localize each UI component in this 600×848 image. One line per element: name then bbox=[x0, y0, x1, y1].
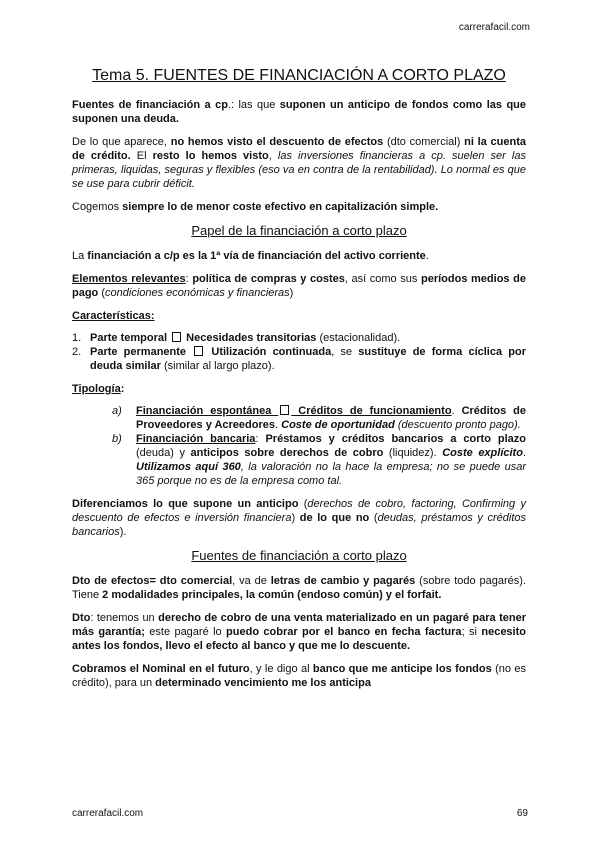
page-number: 69 bbox=[516, 808, 528, 819]
fuentes-paragraph-2: Dto: tenemos un derecho de cobro de una venta materializado en un pagaré para tener más garantía; este pagaré lo puedo cobrar por el banco en fecha factura; si necesito antes los fondos, llevo el efecto al banco y que me lo descuente. bbox=[72, 612, 527, 652]
fuentes-paragraph-1: Dto de efectos= dto comercial, va de letras de cambio y pagarés (sobre todo pagarés). Tiene 2 modalidades principales, la común (endoso común) y el forfait. bbox=[72, 575, 527, 601]
caracteristicas-list bbox=[72, 331, 526, 373]
intro-paragraph-3: Cogemos siempre lo de menor coste efectivo en capitalización simple. bbox=[72, 201, 439, 213]
caracteristicas-label: Características: bbox=[72, 310, 155, 322]
page-title: Tema 5. FUENTES DE FINANCIACIÓN A CORTO PLAZO bbox=[92, 67, 506, 84]
list-item: 2. Parte permanente Utilización continuada, se sustituye de forma cíclica por deuda similar (similar al largo plazo). bbox=[72, 346, 526, 372]
header-site: carrerafacil.com bbox=[458, 22, 530, 33]
papel-paragraph-1: La financiación a c/p es la 1ª vía de financiación del activo corriente. bbox=[72, 250, 429, 262]
intro-paragraph-2: De lo que aparece, no hemos visto el descuento de efectos (dto comercial) ni la cuenta de crédito. El resto lo hemos visto, las inversiones financieras a cp. suelen ser las primeras, liquidas, seguras y flexibles (eso va en contra de la rentabilidad). Lo normal es que se use para cubrir déficit. bbox=[72, 136, 526, 190]
section-heading-papel: Papel de la financiación a corto plazo bbox=[191, 223, 407, 238]
tipologia-label: Tipología: bbox=[72, 383, 125, 395]
checkbox-glyph-icon bbox=[172, 332, 181, 342]
list-item: a) Financiación espontánea Créditos de funcionamiento. Créditos de Proveedores y Acreedores. Coste de oportunidad (descuento pronto pago). bbox=[112, 405, 526, 431]
fuentes-paragraph-3: Cobramos el Nominal en el futuro, y le digo al banco que me anticipe los fondos (no es crédito), para un determinado vencimiento me los anticipa bbox=[72, 663, 526, 689]
page-body bbox=[72, 66, 526, 699]
list-item: b) Financiación bancaria: Préstamos y créditos bancarios a corto plazo (deuda) y anticipos sobre derechos de cobro (liquidez). Coste explícito. Utilizamos aquí 360, la valoración no la hace la empresa; no se puede usar 365 porque no es de la empresa como tal. bbox=[112, 433, 527, 487]
checkbox-glyph-icon bbox=[194, 346, 203, 356]
footer-site: carrerafacil.com bbox=[72, 808, 144, 819]
section-heading-fuentes: Fuentes de financiación a corto plazo bbox=[191, 548, 407, 563]
papel-paragraph-2: Elementos relevantes: política de compras y costes, así como sus períodos medios de pago (condiciones económicas y financieras) bbox=[72, 273, 526, 299]
papel-paragraph-3: Diferenciamos lo que supone un anticipo (derechos de cobro, factoring, Confirming y descuento de efectos e inversión financiera) de lo que no (deudas, préstamos y créditos bancarios). bbox=[72, 498, 526, 538]
list-item: 1. Parte temporal Necesidades transitorias (estacionalidad). bbox=[72, 332, 401, 344]
tipologia-list bbox=[72, 404, 526, 488]
intro-paragraph-1: Fuentes de financiación a cp.: las que suponen un anticipo de fondos como las que suponen una deuda. bbox=[72, 99, 526, 125]
checkbox-glyph-icon bbox=[280, 405, 289, 415]
